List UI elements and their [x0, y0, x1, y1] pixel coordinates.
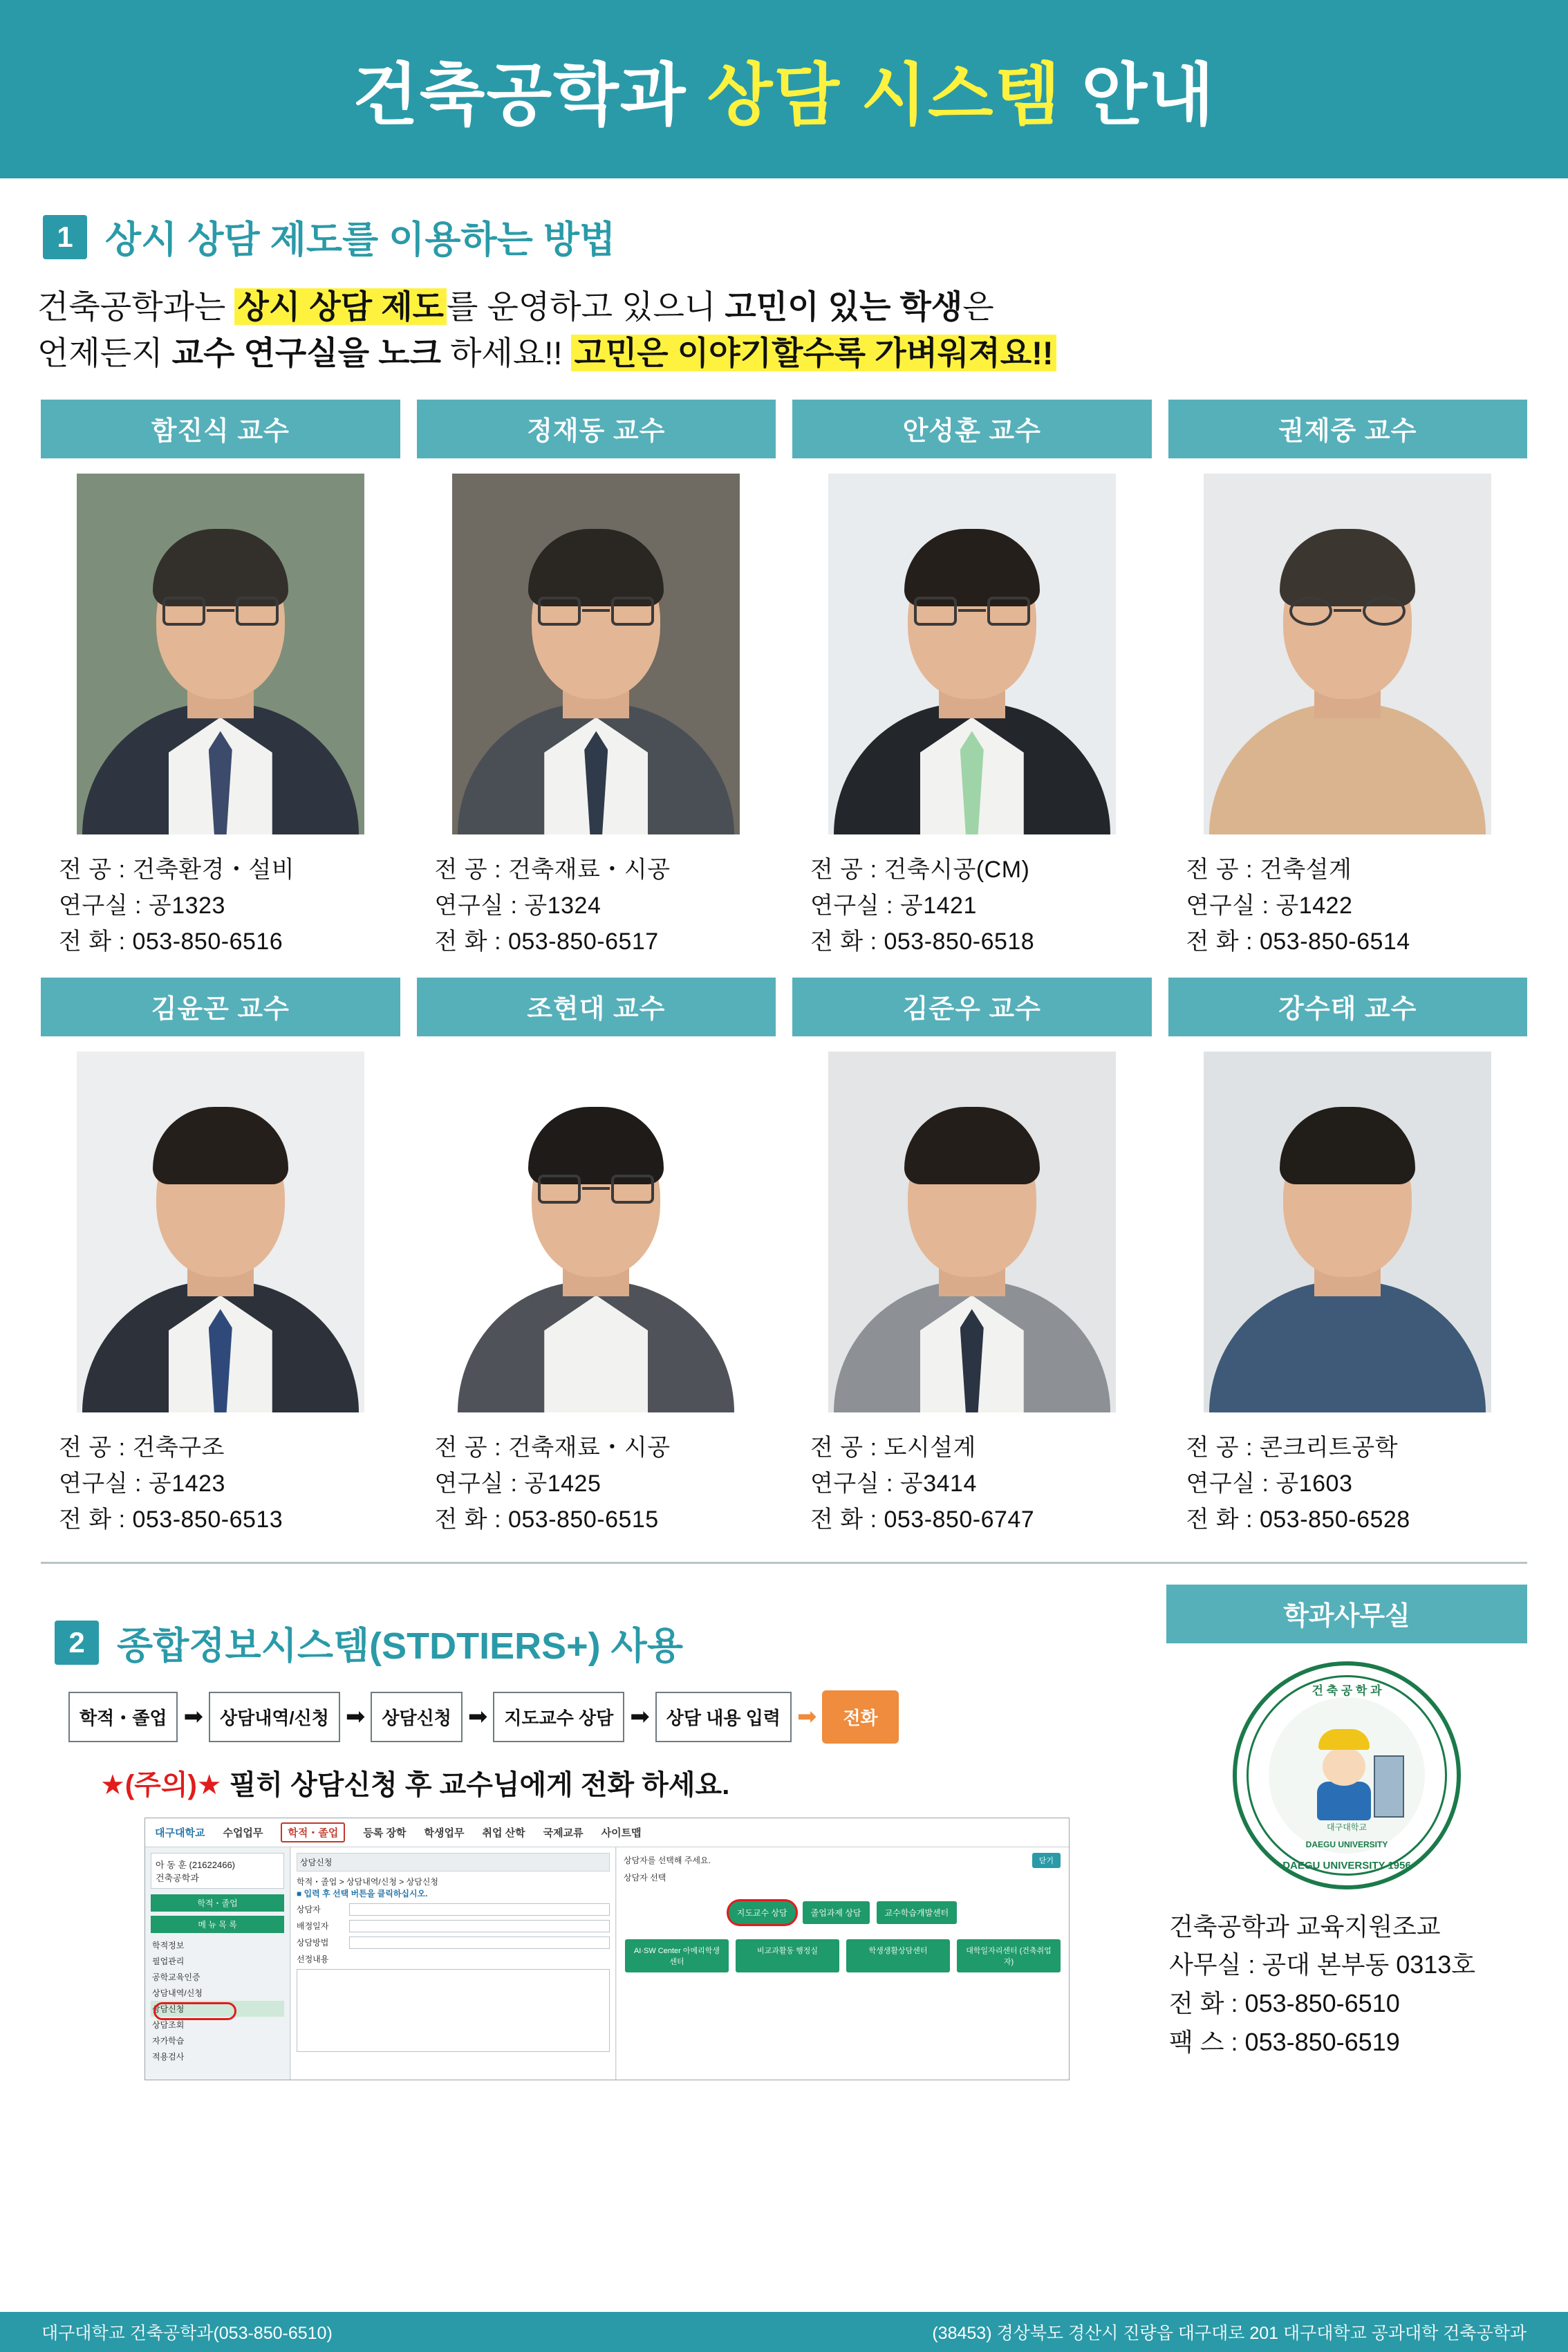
- flow-step-3: 상담신청: [371, 1692, 462, 1742]
- mascot-icon: [1295, 1724, 1399, 1827]
- warning-body: 필히 상담신청 후 교수님에게 전화 하세요.: [221, 1769, 730, 1800]
- professor-info: [810, 1430, 1152, 1538]
- warning-star: ★(주의)★: [100, 1769, 222, 1800]
- screenshot-field-row: [297, 1920, 610, 1932]
- screenshot-field-label-3: 선정내용: [297, 1954, 329, 1964]
- intro-1-bold: 고민이 있는 학생: [725, 288, 963, 325]
- flow-arrow-icon: ➡: [467, 1704, 488, 1730]
- screenshot-field-row: [297, 1903, 610, 1916]
- intro-1-highlight: 상시 상담 제도: [234, 288, 447, 325]
- professor-photo: [452, 1052, 740, 1412]
- professor-major: 전 공 : 콘크리트공학: [1186, 1435, 1399, 1462]
- screenshot-tab-2[interactable]: 등록 장학: [363, 1827, 407, 1839]
- intro-1a: 건축공학과는: [37, 288, 235, 325]
- screenshot-menu-title: 학적・졸업: [151, 1894, 284, 1912]
- professor-photo: [77, 474, 364, 834]
- flow-arrow-icon: ➡: [183, 1704, 203, 1730]
- footer-right-text: (38453) 경상북도 경산시 진량읍 대구대로 201 대구대학교 공과대학 건축공학과: [932, 2324, 1527, 2343]
- screenshot-notice: ■ 입력 후 선택 버튼을 클릭하십시오.: [297, 1888, 428, 1898]
- flow-step-1: 학적・졸업: [68, 1692, 178, 1742]
- screenshot-tab-6[interactable]: 사이트맵: [601, 1827, 642, 1839]
- page-header: [0, 0, 1568, 178]
- emblem-mid-text: DAEGU UNIVERSITY: [1305, 1839, 1388, 1849]
- screenshot-left-panel: [145, 1847, 290, 2080]
- professor-photo-wrap: [792, 1036, 1152, 1412]
- professor-lab: 연구실 : 공1422: [1186, 893, 1353, 920]
- screenshot-extracurricular-button[interactable]: 비교과활동 행정실: [736, 1939, 839, 1972]
- screenshot-dialog-subtitle: 상담자 선택: [624, 1872, 666, 1883]
- screenshot-topbar: [145, 1818, 1069, 1847]
- screenshot-student-box: [151, 1853, 284, 1889]
- system-screenshot: [144, 1818, 1070, 2080]
- professor-lab: 연구실 : 공1603: [1186, 1471, 1353, 1497]
- professor-phone: 전 화 : 053-850-6747: [810, 1506, 1035, 1533]
- professor-card: [417, 400, 776, 960]
- professor-photo: [828, 1052, 1116, 1412]
- professor-info: [1186, 852, 1528, 960]
- office-title: 학과사무실: [1166, 1585, 1527, 1643]
- professor-photo-wrap: [1168, 1036, 1528, 1412]
- professor-major: 전 공 : 건축구조: [59, 1435, 225, 1462]
- screenshot-mid-tab[interactable]: 상담신청: [297, 1853, 610, 1872]
- professor-phone: 전 화 : 053-850-6515: [434, 1506, 659, 1533]
- professor-card: [792, 400, 1152, 960]
- screenshot-menu-item-3[interactable]: 상담내역/신청: [152, 1988, 203, 1998]
- screenshot-close-button[interactable]: 닫기: [1032, 1853, 1061, 1868]
- professor-card: [792, 978, 1152, 1538]
- flow-step-phone: 전화: [822, 1690, 898, 1744]
- screenshot-menu-item-0[interactable]: 학적정보: [152, 1940, 185, 1950]
- professor-info: [1186, 1430, 1528, 1538]
- screenshot-menu-item-6[interactable]: 자가학습: [152, 2035, 185, 2046]
- screenshot-field-label-2: 상담방법: [297, 1938, 329, 1948]
- screenshot-student-name: 아 동 훈 (21622466): [156, 1859, 236, 1870]
- flow-diagram: [68, 1690, 1147, 1744]
- screenshot-tab-4[interactable]: 취업 산학: [482, 1827, 525, 1839]
- professor-phone: 전 화 : 053-850-6514: [1186, 928, 1410, 955]
- screenshot-field-label-1: 배정일자: [297, 1921, 329, 1931]
- professor-name: 안성훈 교수: [792, 400, 1152, 458]
- professor-photo-wrap: [41, 1036, 400, 1412]
- professor-photo-wrap: [1168, 458, 1528, 834]
- screenshot-tab-1-active[interactable]: 학적・졸업: [281, 1822, 345, 1842]
- flow-step-4: 지도교수 상담: [493, 1692, 624, 1742]
- page-title-part3: 안내: [1061, 56, 1215, 133]
- flow-arrow-orange-icon: ➡: [796, 1704, 817, 1730]
- screenshot-button-row-1: [624, 1901, 1062, 1924]
- professor-name: 권제중 교수: [1168, 400, 1528, 458]
- professor-lab: 연구실 : 공1323: [59, 893, 225, 920]
- professor-card: [41, 978, 400, 1538]
- screenshot-menu-item-7[interactable]: 적용검사: [152, 2051, 185, 2062]
- office-line-1: 사무실 : 공대 본부동 0313호: [1169, 1950, 1476, 1979]
- professor-photo: [1204, 474, 1491, 834]
- professor-photo: [77, 1052, 364, 1412]
- screenshot-button-row-2: [624, 1939, 1062, 1972]
- screenshot-breadcrumb: 학적・졸업 > 상담내역/신청 > 상담신청: [297, 1876, 438, 1887]
- page-title-part2: 상담 시스템: [707, 56, 1062, 133]
- office-info: [1169, 1907, 1527, 2062]
- screenshot-highlight-circle: [153, 2002, 236, 2020]
- screenshot-menu-sub: 메 뉴 목 록: [151, 1916, 284, 1933]
- professor-major: 전 공 : 건축재료・시공: [434, 1435, 671, 1462]
- professor-phone: 전 화 : 053-850-6517: [434, 928, 659, 955]
- screenshot-field-input-0[interactable]: [349, 1903, 610, 1916]
- professor-lab: 연구실 : 공1425: [434, 1471, 601, 1497]
- professor-card: [41, 400, 400, 960]
- screenshot-mid-panel: [291, 1847, 616, 2080]
- flow-step-2: 상담내역/신청: [209, 1692, 340, 1742]
- professor-photo-wrap: [417, 1036, 776, 1412]
- professor-photo: [452, 474, 740, 834]
- section1-heading: [43, 210, 1568, 263]
- emblem-logo-text: 대구대학교: [1327, 1822, 1367, 1832]
- professor-lab: 연구실 : 공1423: [59, 1471, 225, 1497]
- screenshot-menu-item-1[interactable]: 필업관리: [152, 1956, 185, 1966]
- section1-title: 상시 상담 제도를 이용하는 방법: [105, 219, 616, 261]
- intro-1b: 를 운영하고 있으니: [447, 288, 725, 325]
- flow-arrow-icon: ➡: [345, 1704, 366, 1730]
- professor-info: [59, 1430, 400, 1538]
- page-title: [353, 41, 1215, 138]
- section2-block: [41, 1585, 1147, 2080]
- emblem-bottom-text: DAEGU UNIVERSITY 1956: [1282, 1859, 1411, 1872]
- screenshot-right-panel: [617, 1847, 1069, 2080]
- office-block: [1166, 1585, 1527, 2080]
- screenshot-menu-item-5[interactable]: 상담조회: [152, 2019, 185, 2030]
- section1-number: 1: [43, 215, 87, 259]
- emblem-top-text: 건 축 공 학 과: [1312, 1683, 1382, 1697]
- intro-2-highlight: 고민은 이야기할수록 가벼워져요!!: [571, 335, 1056, 371]
- professor-info: [435, 852, 776, 960]
- section2-heading: [55, 1616, 1147, 1670]
- office-line-3: 팩 스 : 053-850-6519: [1169, 2027, 1400, 2056]
- professor-name: 김윤곤 교수: [41, 978, 400, 1036]
- footer-left-text: 대구대학교 건축공학과(053-850-6510): [41, 2324, 333, 2343]
- screenshot-field-row: [297, 1936, 610, 1949]
- screenshot-student-dept: 건축공학과: [156, 1872, 199, 1883]
- department-emblem-icon: [1233, 1661, 1461, 1889]
- professor-name: 정재동 교수: [417, 400, 776, 458]
- screenshot-aisw-center-button[interactable]: AI·SW Center 아메리학생센터: [625, 1939, 729, 1972]
- professor-phone: 전 화 : 053-850-6513: [59, 1506, 283, 1533]
- professor-grid: [41, 400, 1527, 1538]
- emblem-wrap: [1166, 1661, 1527, 1889]
- screenshot-menu-item-2[interactable]: 공학교육인증: [152, 1972, 200, 1982]
- screenshot-field-input-1[interactable]: [349, 1920, 610, 1932]
- screenshot-advisor-consult-button[interactable]: 지도교수 상담: [729, 1901, 796, 1924]
- intro-1c: 은: [962, 288, 994, 325]
- section-divider: [41, 1562, 1527, 1564]
- screenshot-tab-0[interactable]: 수업업무: [223, 1827, 263, 1839]
- screenshot-field-input-2[interactable]: [349, 1936, 610, 1949]
- office-line-0: 건축공학과 교육지원조교: [1169, 1912, 1441, 1941]
- professor-phone: 전 화 : 053-850-6518: [810, 928, 1035, 955]
- page-title-part1: 건축공학과: [353, 56, 707, 133]
- lower-area: [41, 1585, 1527, 2080]
- intro-line-2: [37, 330, 1568, 377]
- professor-card: [1168, 978, 1528, 1538]
- professor-lab: 연구실 : 공3414: [810, 1471, 977, 1497]
- section2-number: 2: [55, 1621, 99, 1665]
- professor-phone: 전 화 : 053-850-6528: [1186, 1506, 1410, 1533]
- page-footer: [0, 2312, 1568, 2352]
- screenshot-job-center-button[interactable]: 대학일자리센터 (건축취업자): [957, 1939, 1061, 1972]
- professor-name: 강수태 교수: [1168, 978, 1528, 1036]
- professor-photo: [828, 474, 1116, 834]
- professor-card: [417, 978, 776, 1538]
- screenshot-field-label-0: 상담자: [297, 1905, 321, 1914]
- screenshot-menu-item-4-selected[interactable]: 상담신청: [151, 2001, 284, 2017]
- screenshot-thesis-consult-button[interactable]: 졸업과제 상담: [803, 1901, 870, 1924]
- screenshot-dialog-title: 상담자를 선택해 주세요.: [624, 1855, 711, 1865]
- screenshot-counseling-center-button[interactable]: 학생생활상담센터: [846, 1939, 950, 1972]
- screenshot-teaching-center-button[interactable]: 교수학습개발센터: [877, 1901, 958, 1924]
- screenshot-tab-5[interactable]: 국제교류: [543, 1827, 584, 1839]
- professor-major: 전 공 : 건축재료・시공: [434, 857, 671, 884]
- professor-card: [1168, 400, 1528, 960]
- flow-arrow-icon: ➡: [630, 1704, 650, 1730]
- professor-photo-wrap: [792, 458, 1152, 834]
- professor-name: 조현대 교수: [417, 978, 776, 1036]
- professor-lab: 연구실 : 공1421: [810, 893, 977, 920]
- office-line-2: 전 화 : 053-850-6510: [1169, 1989, 1400, 2018]
- intro-line-1: [37, 284, 1568, 330]
- professor-photo-wrap: [417, 458, 776, 834]
- screenshot-field-row: [297, 1953, 610, 1965]
- intro-2-bold: 교수 연구실을 노크: [171, 334, 442, 371]
- section1-intro: [37, 284, 1568, 376]
- professor-photo: [1204, 1052, 1491, 1412]
- professor-info: [435, 1430, 776, 1538]
- professor-lab: 연구실 : 공1324: [434, 893, 601, 920]
- professor-photo-wrap: [41, 458, 400, 834]
- professor-name: 김준우 교수: [792, 978, 1152, 1036]
- screenshot-logo: 대구대학교: [155, 1827, 205, 1839]
- screenshot-content-textarea[interactable]: [297, 1969, 610, 2052]
- section2-title: 종합정보시스템(STDTIERS+) 사용: [117, 1625, 683, 1667]
- professor-major: 전 공 : 건축설계: [1186, 857, 1352, 884]
- professor-major: 전 공 : 도시설계: [810, 1435, 976, 1462]
- warning-text: [100, 1763, 1147, 1802]
- professor-name: 함진식 교수: [41, 400, 400, 458]
- intro-2b: 하세요!!: [441, 334, 572, 371]
- professor-phone: 전 화 : 053-850-6516: [59, 928, 283, 955]
- intro-2a: 언제든지: [37, 334, 172, 371]
- professor-major: 전 공 : 건축환경・설비: [59, 857, 295, 884]
- screenshot-tab-3[interactable]: 학생업무: [424, 1827, 465, 1839]
- flow-step-5: 상담 내용 입력: [655, 1692, 792, 1742]
- professor-info: [59, 852, 400, 960]
- professor-major: 전 공 : 건축시공(CM): [810, 857, 1030, 884]
- professor-info: [810, 852, 1152, 960]
